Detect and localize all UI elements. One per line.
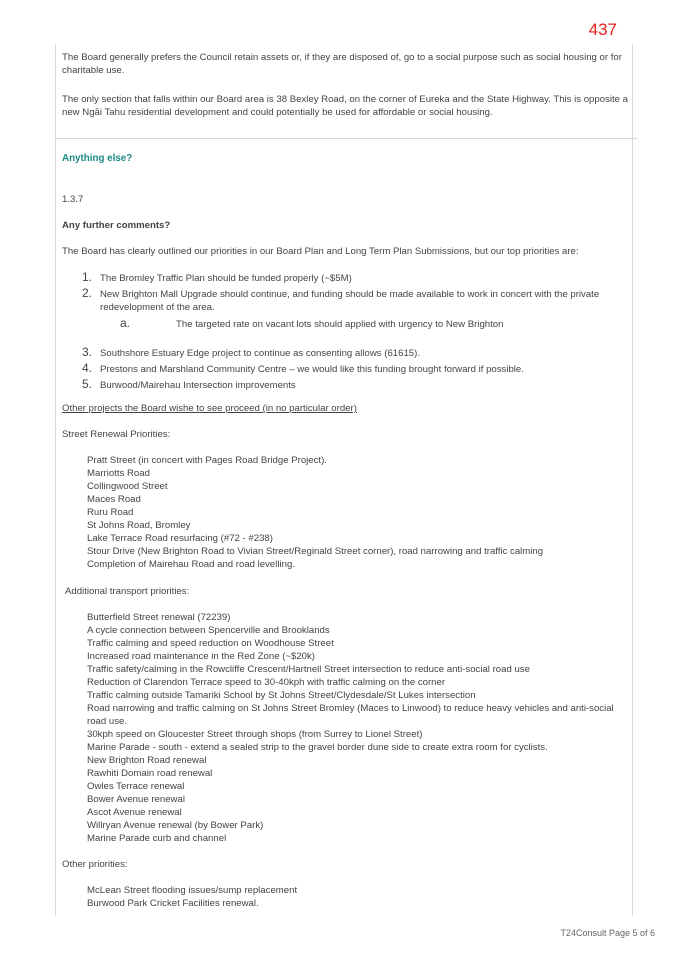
list-item: Collingwood Street <box>87 481 168 492</box>
list-item: Ruru Road <box>87 507 134 518</box>
list-item: Owles Terrace renewal <box>87 781 185 792</box>
list-item: Traffic safety/calming in the Rowcliffe Crescent/Hartnell Street intersection to reduce anti-social road use <box>87 664 530 675</box>
list-item: St Johns Road, Bromley <box>87 520 191 531</box>
list-item: Increased road maintenance in the Red Zone (~$20k) <box>87 651 315 662</box>
list-item: McLean Street flooding issues/sump replacement <box>87 885 298 896</box>
transport-list <box>62 611 630 845</box>
list-item: New Brighton Road renewal <box>87 755 207 766</box>
list-item: Marriotts Road <box>87 468 150 479</box>
intro-text: The Board has clearly outlined our priorities in our Board Plan and Long Term Plan Submissions, but our top priorities are: <box>62 246 579 257</box>
list-item: Reduction of Clarendon Terrace speed to 30-40kph with traffic calming on the corner <box>87 677 446 688</box>
list-item: Maces Road <box>87 494 141 505</box>
question-title: Any further comments? <box>62 220 171 231</box>
other-projects-heading: Other projects the Board wishe to see proceed (in no particular order) <box>62 403 357 414</box>
question-number: 1.3.7 <box>62 194 84 205</box>
sub-list-item: a. The targeted rate on vacant lots should applied with urgency to New Brighton <box>120 316 504 330</box>
priorities-list <box>62 272 630 392</box>
street-renewal-heading: Street Renewal Priorities: <box>62 429 171 440</box>
list-item: A cycle connection between Spencerville and Brooklands <box>87 625 330 636</box>
list-item: Traffic calming and speed reduction on Woodhouse Street <box>87 638 334 649</box>
other-priorities-list <box>62 884 630 910</box>
list-item: 2. New Brighton Mall Upgrade should continue, and funding should be made available to work in concert with the private redevelopment of the area. a. The targeted rate on vacant lots should applied with urgency to New Brighton <box>62 288 630 331</box>
transport-heading: Additional transport priorities: <box>65 586 190 597</box>
list-item: 30kph speed on Gloucester Street through shops (from Surrey to Lionel Street) <box>87 729 423 740</box>
page-number: 437 <box>588 20 617 39</box>
list-item: 3. Southshore Estuary Edge project to continue as consenting allows (61615). <box>82 345 420 359</box>
list-item: Road narrowing and traffic calming on St Johns Street Bromley (Maces to Linwood) to reduce heavy vehicles and anti-social road use. <box>87 703 614 727</box>
list-item: Bower Avenue renewal <box>87 794 185 805</box>
list-item: Traffic calming outside Tamariki School by St Johns Street/Clydesdale/St Lukes intersection <box>87 690 476 701</box>
paragraph: The Board generally prefers the Council retain assets or, if they are disposed of, go to a social purpose such as social housing or for charitable use. <box>62 52 622 76</box>
other-priorities-heading: Other priorities: <box>62 859 128 870</box>
document-content <box>62 51 630 910</box>
list-item: Pratt Street (in concert with Pages Road Bridge Project). <box>87 455 327 466</box>
street-renewal-list <box>62 454 630 571</box>
section-divider <box>55 138 637 139</box>
list-item: Stour Drive (New Brighton Road to Vivian Street/Reginald Street corner), road narrowing and traffic calming <box>87 546 544 557</box>
list-item: 5. Burwood/Mairehau Intersection improvements <box>82 377 296 391</box>
list-item: 4. Prestons and Marshland Community Centre – we would like this funding brought forward if possible. <box>82 361 524 375</box>
list-item: Marine Parade curb and channel <box>87 833 227 844</box>
list-item: Rawhiti Domain road renewal <box>87 768 213 779</box>
list-item: Burwood Park Cricket Facilities renewal. <box>87 898 259 909</box>
list-item: Willryan Avenue renewal (by Bower Park) <box>87 820 264 831</box>
page-footer: T24Consult Page 5 of 6 <box>560 928 655 938</box>
paragraph: The only section that falls within our Board area is 38 Bexley Road, on the corner of Eureka and the State Highway. This is opposite a new Ngāi Tahu residential development and could potentially be used for affordable or social housing. <box>62 94 628 118</box>
list-item: Ascot Avenue renewal <box>87 807 182 818</box>
section-heading: Anything else? <box>62 153 133 164</box>
list-item: Lake Terrace Road resurfacing (#72 - #238) <box>87 533 273 544</box>
list-item: Completion of Mairehau Road and road levelling. <box>87 559 295 570</box>
list-item: 1. The Bromley Traffic Plan should be funded properly (~$5M) <box>82 270 352 284</box>
list-item: Butterfield Street renewal (72239) <box>87 612 231 623</box>
list-item: Marine Parade - south - extend a sealed strip to the gravel border dune side to create extra room for cyclists. <box>87 742 548 753</box>
